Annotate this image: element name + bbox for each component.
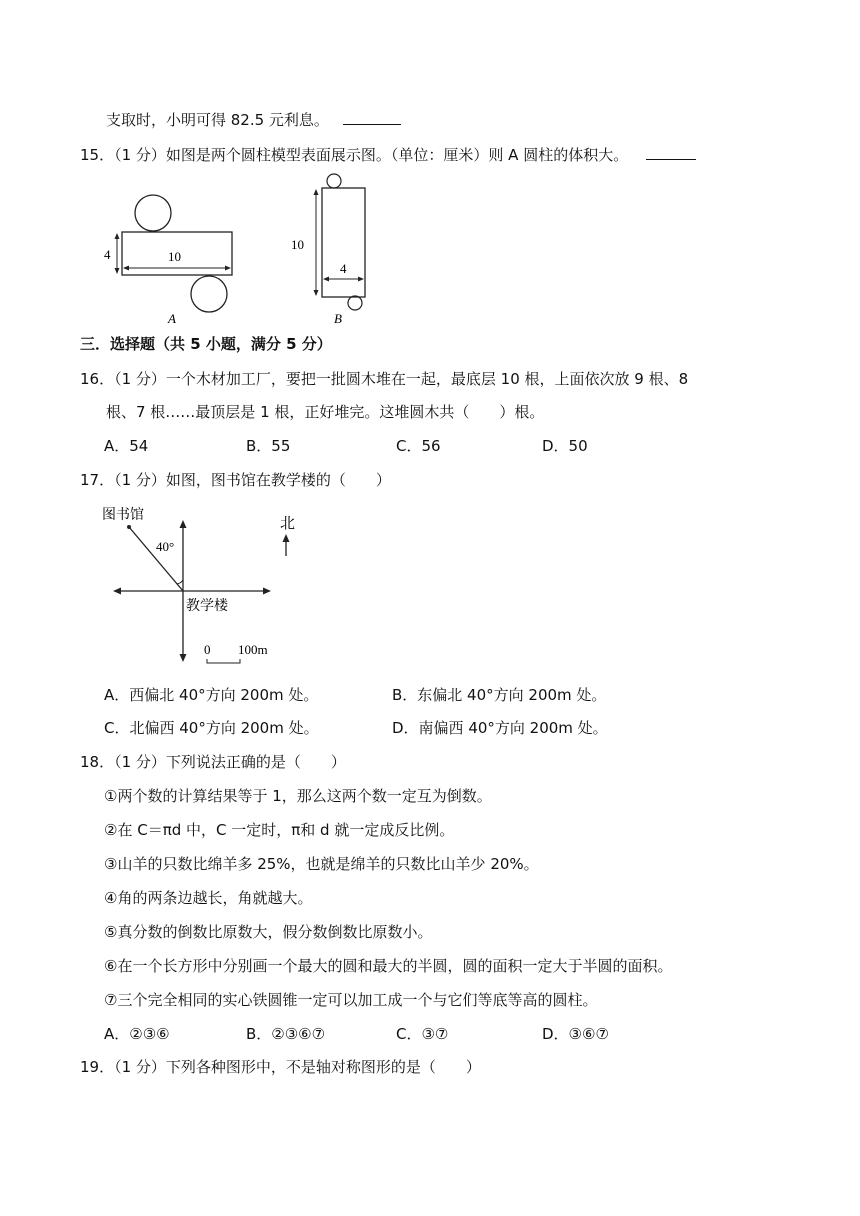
answer-blank[interactable] — [343, 110, 401, 125]
circle-b-bottom — [348, 296, 362, 310]
q18-statement-3: ③山羊的只数比绵羊多 25%，也就是绵羊的只数比山羊少 20%。 — [104, 855, 539, 873]
q16-line1: （1 分）一个木材加工厂，要把一批圆木堆在一起，最底层 10 根，上面依次放 9 根、8 — [114, 370, 689, 388]
question-15 — [80, 144, 696, 166]
q17-number: 17． — [80, 471, 115, 489]
q17-text: （1 分）如图，图书馆在教学楼的（ ） — [114, 471, 391, 489]
q15-text: （1 分）如图是两个圆柱模型表面展示图。（单位：厘米）则 A 圆柱的体积大。 — [114, 146, 629, 164]
north-label: 北 — [280, 516, 296, 532]
q16-option-c[interactable]: C．56 — [396, 437, 441, 455]
q16-number: 16． — [80, 370, 115, 388]
q17-option-c[interactable]: C．北偏西 40°方向 200m 处。 — [104, 719, 319, 737]
scale-length-label: 100m — [238, 642, 268, 657]
q18-number: 18． — [80, 753, 115, 771]
fig-b-width-label: 4 — [340, 261, 347, 276]
q17-option-a[interactable]: A．西偏北 40°方向 200m 处。 — [104, 686, 319, 704]
q19-text: （1 分）下列各种图形中，不是轴对称图形的是（ ） — [114, 1058, 481, 1076]
fig-b-height-label: 10 — [291, 237, 304, 252]
circle-a-bottom — [191, 276, 227, 312]
section-3-title: 三．选择题（共 5 小题，满分 5 分） — [80, 335, 332, 353]
fig-a-length-label: 10 — [168, 249, 181, 264]
q18-option-d[interactable]: D．③⑥⑦ — [542, 1025, 609, 1043]
q16-option-a[interactable]: A．54 — [104, 437, 149, 455]
angle-label: 40° — [156, 539, 175, 554]
scale-bar — [207, 659, 240, 663]
q18-option-b[interactable]: B．②③⑥⑦ — [246, 1025, 326, 1043]
q18-option-c[interactable]: C．③⑦ — [396, 1025, 449, 1043]
q18-option-a[interactable]: A．②③⑥ — [104, 1025, 170, 1043]
question-19 — [80, 1056, 481, 1078]
q18-statement-1: ①两个数的计算结果等于 1，那么这两个数一定互为倒数。 — [104, 787, 492, 805]
cylinder-nets-figure — [100, 172, 390, 328]
q14-tail — [106, 109, 401, 131]
q18-statement-5: ⑤真分数的倒数比原数大，假分数倒数比原数小。 — [104, 923, 433, 941]
fig-a-label: A — [168, 311, 176, 326]
fig-b-label: B — [334, 311, 342, 326]
q14-tail-text: 支取时，小明可得 82.5 元利息。 — [106, 111, 329, 129]
q17-option-d[interactable]: D．南偏西 40°方向 200m 处。 — [392, 719, 608, 737]
q16-option-d[interactable]: D．50 — [542, 437, 588, 455]
q19-number: 19． — [80, 1058, 115, 1076]
scale-zero-label: 0 — [204, 642, 211, 657]
direction-figure — [100, 500, 310, 670]
q18-statement-4: ④角的两条边越长，角就越大。 — [104, 889, 313, 907]
question-17 — [80, 469, 391, 491]
question-18 — [80, 751, 346, 773]
school-label: 教学楼 — [186, 599, 228, 614]
q18-statement-2: ②在 C＝πd 中，C 一定时，π和 d 就一定成反比例。 — [104, 821, 455, 839]
q17-option-b[interactable]: B．东偏北 40°方向 200m 处。 — [392, 686, 607, 704]
q18-text: （1 分）下列说法正确的是（ ） — [114, 753, 346, 771]
library-label: 图书馆 — [102, 508, 144, 523]
q16-option-b[interactable]: B．55 — [246, 437, 291, 455]
answer-blank[interactable] — [646, 145, 696, 160]
q18-statement-6: ⑥在一个长方形中分别画一个最大的圆和最大的半圆，圆的面积一定大于半圆的面积。 — [104, 957, 673, 975]
q15-number: 15． — [80, 146, 115, 164]
circle-a-top — [135, 195, 171, 231]
question-16 — [80, 368, 688, 390]
fig-a-height-label: 4 — [104, 247, 111, 262]
q18-statement-7: ⑦三个完全相同的实心铁圆锥一定可以加工成一个与它们等底等高的圆柱。 — [104, 991, 598, 1009]
q16-line2: 根、7 根……最顶层是 1 根，正好堆完。这堆圆木共（ ）根。 — [106, 403, 545, 421]
library-direction-line — [129, 527, 183, 591]
circle-b-top — [327, 174, 341, 188]
